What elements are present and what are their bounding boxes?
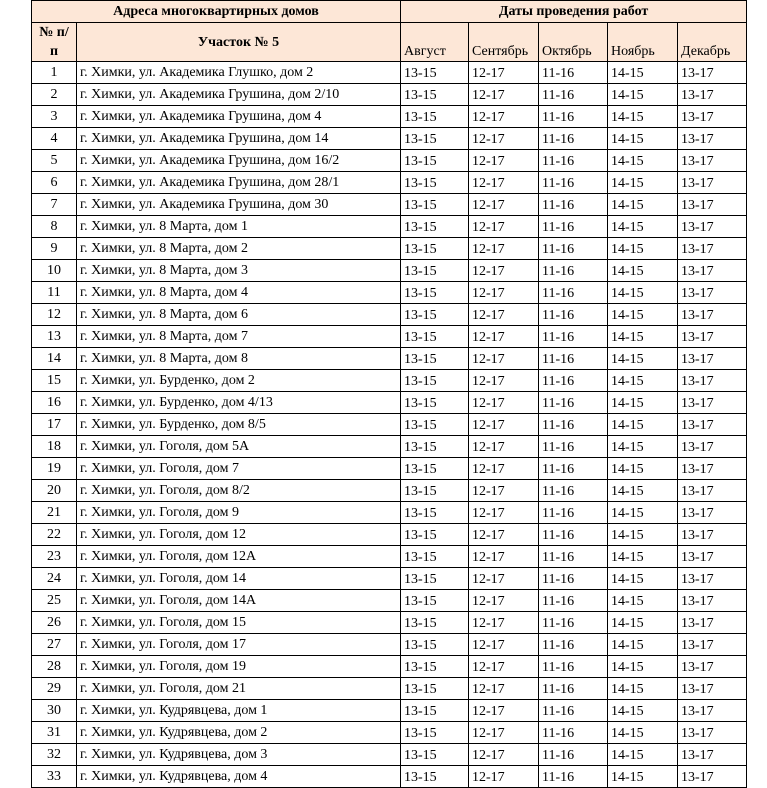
address-cell: г. Химки, ул. Гоголя, дом 21: [77, 678, 401, 700]
date-range-cell: 12-17: [469, 568, 539, 590]
date-range-cell: 11-16: [539, 304, 608, 326]
date-range-cell: 14-15: [608, 392, 678, 414]
address-cell: г. Химки, ул. Кудрявцева, дом 3: [77, 744, 401, 766]
date-range-cell: 13-17: [678, 436, 747, 458]
month-header: Декабрь: [678, 23, 747, 62]
date-range-cell: 13-17: [678, 62, 747, 84]
table-row: [32, 370, 747, 392]
date-range-cell: 13-17: [678, 546, 747, 568]
date-range-cell: 11-16: [539, 722, 608, 744]
month-header: Сентябрь: [469, 23, 539, 62]
date-range-cell: 13-15: [401, 766, 469, 788]
row-number: 11: [32, 282, 77, 304]
date-range-cell: 11-16: [539, 568, 608, 590]
row-number: 5: [32, 150, 77, 172]
date-range-cell: 13-15: [401, 546, 469, 568]
row-number: 30: [32, 700, 77, 722]
date-range-cell: 11-16: [539, 656, 608, 678]
date-range-cell: 12-17: [469, 194, 539, 216]
date-range-cell: 13-17: [678, 216, 747, 238]
row-number: 10: [32, 260, 77, 282]
date-range-cell: 12-17: [469, 612, 539, 634]
date-range-cell: 13-15: [401, 370, 469, 392]
date-range-cell: 12-17: [469, 282, 539, 304]
date-range-cell: 13-15: [401, 590, 469, 612]
date-range-cell: 13-15: [401, 326, 469, 348]
date-range-cell: 11-16: [539, 260, 608, 282]
date-range-cell: 12-17: [469, 106, 539, 128]
address-cell: г. Химки, ул. Гоголя, дом 7: [77, 458, 401, 480]
row-number: 20: [32, 480, 77, 502]
row-number: 9: [32, 238, 77, 260]
row-number-header: [32, 23, 77, 62]
row-number: 1: [32, 62, 77, 84]
date-range-cell: 11-16: [539, 634, 608, 656]
date-range-cell: 14-15: [608, 700, 678, 722]
date-range-cell: 12-17: [469, 62, 539, 84]
addresses-group-header: Адреса многоквартирных домов: [32, 1, 401, 23]
date-range-cell: 12-17: [469, 744, 539, 766]
table-row: [32, 106, 747, 128]
date-range-cell: 13-15: [401, 172, 469, 194]
date-range-cell: 14-15: [608, 348, 678, 370]
date-range-cell: 14-15: [608, 634, 678, 656]
date-range-cell: 13-15: [401, 458, 469, 480]
date-range-cell: 13-17: [678, 656, 747, 678]
date-range-cell: 13-17: [678, 502, 747, 524]
date-range-cell: 11-16: [539, 326, 608, 348]
table-row: [32, 238, 747, 260]
date-range-cell: 14-15: [608, 260, 678, 282]
date-range-cell: 11-16: [539, 106, 608, 128]
date-range-cell: 13-17: [678, 634, 747, 656]
date-range-cell: 14-15: [608, 414, 678, 436]
table-row: [32, 128, 747, 150]
address-cell: г. Химки, ул. Академика Грушина, дом 4: [77, 106, 401, 128]
date-range-cell: 11-16: [539, 480, 608, 502]
row-number: 17: [32, 414, 77, 436]
date-range-cell: 12-17: [469, 348, 539, 370]
date-range-cell: 13-17: [678, 128, 747, 150]
row-number: 25: [32, 590, 77, 612]
address-cell: г. Химки, ул. Бурденко, дом 8/5: [77, 414, 401, 436]
date-range-cell: 11-16: [539, 700, 608, 722]
group-header-row: [32, 1, 747, 23]
date-range-cell: 13-15: [401, 524, 469, 546]
date-range-cell: 13-15: [401, 150, 469, 172]
date-range-cell: 13-15: [401, 634, 469, 656]
table-row: [32, 172, 747, 194]
address-cell: г. Химки, ул. Гоголя, дом 19: [77, 656, 401, 678]
date-range-cell: 13-15: [401, 744, 469, 766]
date-range-cell: 13-17: [678, 524, 747, 546]
date-range-cell: 12-17: [469, 260, 539, 282]
date-range-cell: 14-15: [608, 106, 678, 128]
address-cell: г. Химки, ул. Кудрявцева, дом 2: [77, 722, 401, 744]
row-number: 33: [32, 766, 77, 788]
date-range-cell: 13-17: [678, 150, 747, 172]
date-range-cell: 13-15: [401, 194, 469, 216]
date-range-cell: 14-15: [608, 678, 678, 700]
date-range-cell: 12-17: [469, 414, 539, 436]
table-row: [32, 744, 747, 766]
date-range-cell: 13-15: [401, 568, 469, 590]
section-header: Участок № 5: [77, 23, 401, 62]
table-row: [32, 436, 747, 458]
work-schedule-table: [31, 0, 747, 788]
date-range-cell: 13-15: [401, 392, 469, 414]
date-range-cell: 11-16: [539, 348, 608, 370]
dates-group-header: Даты проведения работ: [401, 1, 747, 23]
date-range-cell: 13-15: [401, 282, 469, 304]
address-cell: г. Химки, ул. Академика Грушина, дом 30: [77, 194, 401, 216]
date-range-cell: 13-17: [678, 84, 747, 106]
date-range-cell: 12-17: [469, 238, 539, 260]
date-range-cell: 11-16: [539, 128, 608, 150]
table-row: [32, 194, 747, 216]
date-range-cell: 13-15: [401, 722, 469, 744]
date-range-cell: 13-15: [401, 700, 469, 722]
date-range-cell: 11-16: [539, 502, 608, 524]
address-cell: г. Химки, ул. Гоголя, дом 14: [77, 568, 401, 590]
row-number: 28: [32, 656, 77, 678]
table-row: [32, 458, 747, 480]
date-range-cell: 12-17: [469, 502, 539, 524]
column-header-row: [32, 23, 747, 62]
date-range-cell: 13-17: [678, 722, 747, 744]
address-cell: г. Химки, ул. 8 Марта, дом 3: [77, 260, 401, 282]
address-cell: г. Химки, ул. Гоголя, дом 8/2: [77, 480, 401, 502]
date-range-cell: 13-17: [678, 348, 747, 370]
date-range-cell: 11-16: [539, 194, 608, 216]
address-cell: г. Химки, ул. Кудрявцева, дом 4: [77, 766, 401, 788]
month-header: Октябрь: [539, 23, 608, 62]
table-row: [32, 590, 747, 612]
date-range-cell: 11-16: [539, 392, 608, 414]
date-range-cell: 12-17: [469, 392, 539, 414]
address-cell: г. Химки, ул. Бурденко, дом 4/13: [77, 392, 401, 414]
date-range-cell: 13-15: [401, 678, 469, 700]
date-range-cell: 11-16: [539, 612, 608, 634]
date-range-cell: 12-17: [469, 634, 539, 656]
row-number: 26: [32, 612, 77, 634]
date-range-cell: 11-16: [539, 238, 608, 260]
row-number: 14: [32, 348, 77, 370]
date-range-cell: 13-17: [678, 260, 747, 282]
date-range-cell: 12-17: [469, 458, 539, 480]
date-range-cell: 13-17: [678, 678, 747, 700]
date-range-cell: 14-15: [608, 304, 678, 326]
table-row: [32, 568, 747, 590]
date-range-cell: 12-17: [469, 216, 539, 238]
table-row: [32, 612, 747, 634]
table-row: [32, 84, 747, 106]
date-range-cell: 11-16: [539, 414, 608, 436]
date-range-cell: 14-15: [608, 722, 678, 744]
date-range-cell: 13-17: [678, 590, 747, 612]
table-row: [32, 766, 747, 788]
date-range-cell: 14-15: [608, 590, 678, 612]
table-row: [32, 260, 747, 282]
date-range-cell: 13-15: [401, 216, 469, 238]
date-range-cell: 14-15: [608, 62, 678, 84]
row-number: 12: [32, 304, 77, 326]
date-range-cell: 14-15: [608, 172, 678, 194]
date-range-cell: 12-17: [469, 150, 539, 172]
month-header: Ноябрь: [608, 23, 678, 62]
date-range-cell: 11-16: [539, 458, 608, 480]
date-range-cell: 13-15: [401, 612, 469, 634]
address-cell: г. Химки, ул. 8 Марта, дом 8: [77, 348, 401, 370]
table-row: [32, 524, 747, 546]
date-range-cell: 12-17: [469, 590, 539, 612]
date-range-cell: 12-17: [469, 84, 539, 106]
address-cell: г. Химки, ул. 8 Марта, дом 7: [77, 326, 401, 348]
date-range-cell: 13-17: [678, 370, 747, 392]
date-range-cell: 12-17: [469, 656, 539, 678]
row-number: 8: [32, 216, 77, 238]
table-row: [32, 304, 747, 326]
date-range-cell: 14-15: [608, 194, 678, 216]
date-range-cell: 14-15: [608, 656, 678, 678]
date-range-cell: 12-17: [469, 546, 539, 568]
date-range-cell: 12-17: [469, 678, 539, 700]
address-cell: г. Химки, ул. Бурденко, дом 2: [77, 370, 401, 392]
row-number: 7: [32, 194, 77, 216]
row-number: 2: [32, 84, 77, 106]
date-range-cell: 14-15: [608, 766, 678, 788]
date-range-cell: 14-15: [608, 546, 678, 568]
date-range-cell: 13-15: [401, 480, 469, 502]
date-range-cell: 11-16: [539, 172, 608, 194]
table-row: [32, 722, 747, 744]
date-range-cell: 11-16: [539, 436, 608, 458]
date-range-cell: 13-15: [401, 304, 469, 326]
table-row: [32, 678, 747, 700]
date-range-cell: 13-17: [678, 106, 747, 128]
date-range-cell: 11-16: [539, 546, 608, 568]
date-range-cell: 14-15: [608, 326, 678, 348]
month-header: Август: [401, 23, 469, 62]
date-range-cell: 13-15: [401, 656, 469, 678]
row-number-header-line1: № п/: [39, 25, 69, 40]
table-row: [32, 216, 747, 238]
address-cell: г. Химки, ул. Кудрявцева, дом 1: [77, 700, 401, 722]
date-range-cell: 14-15: [608, 84, 678, 106]
date-range-cell: 12-17: [469, 524, 539, 546]
address-cell: г. Химки, ул. Академика Грушина, дом 16/2: [77, 150, 401, 172]
date-range-cell: 11-16: [539, 150, 608, 172]
address-cell: г. Химки, ул. Гоголя, дом 12А: [77, 546, 401, 568]
address-cell: г. Химки, ул. Академика Грушина, дом 2/10: [77, 84, 401, 106]
row-number: 31: [32, 722, 77, 744]
table-row: [32, 62, 747, 84]
date-range-cell: 12-17: [469, 700, 539, 722]
date-range-cell: 12-17: [469, 128, 539, 150]
table-row: [32, 480, 747, 502]
date-range-cell: 14-15: [608, 436, 678, 458]
date-range-cell: 13-17: [678, 172, 747, 194]
date-range-cell: 13-15: [401, 62, 469, 84]
date-range-cell: 13-17: [678, 480, 747, 502]
address-cell: г. Химки, ул. 8 Марта, дом 1: [77, 216, 401, 238]
table-row: [32, 326, 747, 348]
date-range-cell: 13-17: [678, 612, 747, 634]
date-range-cell: 12-17: [469, 370, 539, 392]
date-range-cell: 13-17: [678, 700, 747, 722]
row-number: 4: [32, 128, 77, 150]
date-range-cell: 13-17: [678, 414, 747, 436]
table-row: [32, 414, 747, 436]
date-range-cell: 11-16: [539, 524, 608, 546]
table-row: [32, 634, 747, 656]
date-range-cell: 14-15: [608, 282, 678, 304]
date-range-cell: 11-16: [539, 766, 608, 788]
address-cell: г. Химки, ул. Академика Глушко, дом 2: [77, 62, 401, 84]
date-range-cell: 14-15: [608, 612, 678, 634]
table-row: [32, 546, 747, 568]
date-range-cell: 14-15: [608, 150, 678, 172]
date-range-cell: 14-15: [608, 480, 678, 502]
date-range-cell: 11-16: [539, 678, 608, 700]
date-range-cell: 13-15: [401, 238, 469, 260]
row-number: 24: [32, 568, 77, 590]
date-range-cell: 14-15: [608, 744, 678, 766]
date-range-cell: 12-17: [469, 480, 539, 502]
row-number: 16: [32, 392, 77, 414]
date-range-cell: 12-17: [469, 304, 539, 326]
date-range-cell: 13-15: [401, 106, 469, 128]
table-row: [32, 700, 747, 722]
date-range-cell: 11-16: [539, 370, 608, 392]
row-number: 21: [32, 502, 77, 524]
address-cell: г. Химки, ул. 8 Марта, дом 2: [77, 238, 401, 260]
date-range-cell: 13-17: [678, 458, 747, 480]
address-cell: г. Химки, ул. Академика Грушина, дом 14: [77, 128, 401, 150]
row-number: 23: [32, 546, 77, 568]
table-row: [32, 502, 747, 524]
address-cell: г. Химки, ул. Гоголя, дом 14А: [77, 590, 401, 612]
date-range-cell: 14-15: [608, 524, 678, 546]
date-range-cell: 13-15: [401, 414, 469, 436]
date-range-cell: 12-17: [469, 326, 539, 348]
date-range-cell: 12-17: [469, 172, 539, 194]
date-range-cell: 14-15: [608, 568, 678, 590]
date-range-cell: 13-17: [678, 392, 747, 414]
date-range-cell: 13-15: [401, 502, 469, 524]
row-number: 27: [32, 634, 77, 656]
table-row: [32, 392, 747, 414]
date-range-cell: 12-17: [469, 436, 539, 458]
table-body: [32, 62, 747, 788]
date-range-cell: 13-17: [678, 568, 747, 590]
row-number: 29: [32, 678, 77, 700]
date-range-cell: 13-15: [401, 436, 469, 458]
date-range-cell: 11-16: [539, 590, 608, 612]
address-cell: г. Химки, ул. Гоголя, дом 17: [77, 634, 401, 656]
date-range-cell: 13-15: [401, 260, 469, 282]
row-number: 22: [32, 524, 77, 546]
address-cell: г. Химки, ул. Академика Грушина, дом 28/1: [77, 172, 401, 194]
address-cell: г. Химки, ул. 8 Марта, дом 4: [77, 282, 401, 304]
date-range-cell: 13-15: [401, 84, 469, 106]
address-cell: г. Химки, ул. 8 Марта, дом 6: [77, 304, 401, 326]
table-row: [32, 150, 747, 172]
date-range-cell: 12-17: [469, 722, 539, 744]
address-cell: г. Химки, ул. Гоголя, дом 15: [77, 612, 401, 634]
row-number: 6: [32, 172, 77, 194]
date-range-cell: 13-15: [401, 128, 469, 150]
date-range-cell: 13-17: [678, 744, 747, 766]
date-range-cell: 14-15: [608, 216, 678, 238]
date-range-cell: 11-16: [539, 216, 608, 238]
date-range-cell: 11-16: [539, 62, 608, 84]
row-number: 13: [32, 326, 77, 348]
date-range-cell: 14-15: [608, 238, 678, 260]
date-range-cell: 11-16: [539, 84, 608, 106]
date-range-cell: 14-15: [608, 370, 678, 392]
row-number-header-line2: п: [49, 44, 59, 59]
row-number: 3: [32, 106, 77, 128]
date-range-cell: 12-17: [469, 766, 539, 788]
date-range-cell: 13-17: [678, 326, 747, 348]
date-range-cell: 13-15: [401, 348, 469, 370]
row-number: 15: [32, 370, 77, 392]
date-range-cell: 13-17: [678, 766, 747, 788]
row-number: 19: [32, 458, 77, 480]
date-range-cell: 13-17: [678, 238, 747, 260]
date-range-cell: 14-15: [608, 458, 678, 480]
date-range-cell: 13-17: [678, 282, 747, 304]
row-number: 18: [32, 436, 77, 458]
date-range-cell: 14-15: [608, 502, 678, 524]
table-row: [32, 348, 747, 370]
address-cell: г. Химки, ул. Гоголя, дом 5А: [77, 436, 401, 458]
table-row: [32, 656, 747, 678]
row-number: 32: [32, 744, 77, 766]
date-range-cell: 13-17: [678, 304, 747, 326]
address-cell: г. Химки, ул. Гоголя, дом 12: [77, 524, 401, 546]
date-range-cell: 11-16: [539, 744, 608, 766]
table-row: [32, 282, 747, 304]
date-range-cell: 13-17: [678, 194, 747, 216]
date-range-cell: 11-16: [539, 282, 608, 304]
address-cell: г. Химки, ул. Гоголя, дом 9: [77, 502, 401, 524]
date-range-cell: 14-15: [608, 128, 678, 150]
